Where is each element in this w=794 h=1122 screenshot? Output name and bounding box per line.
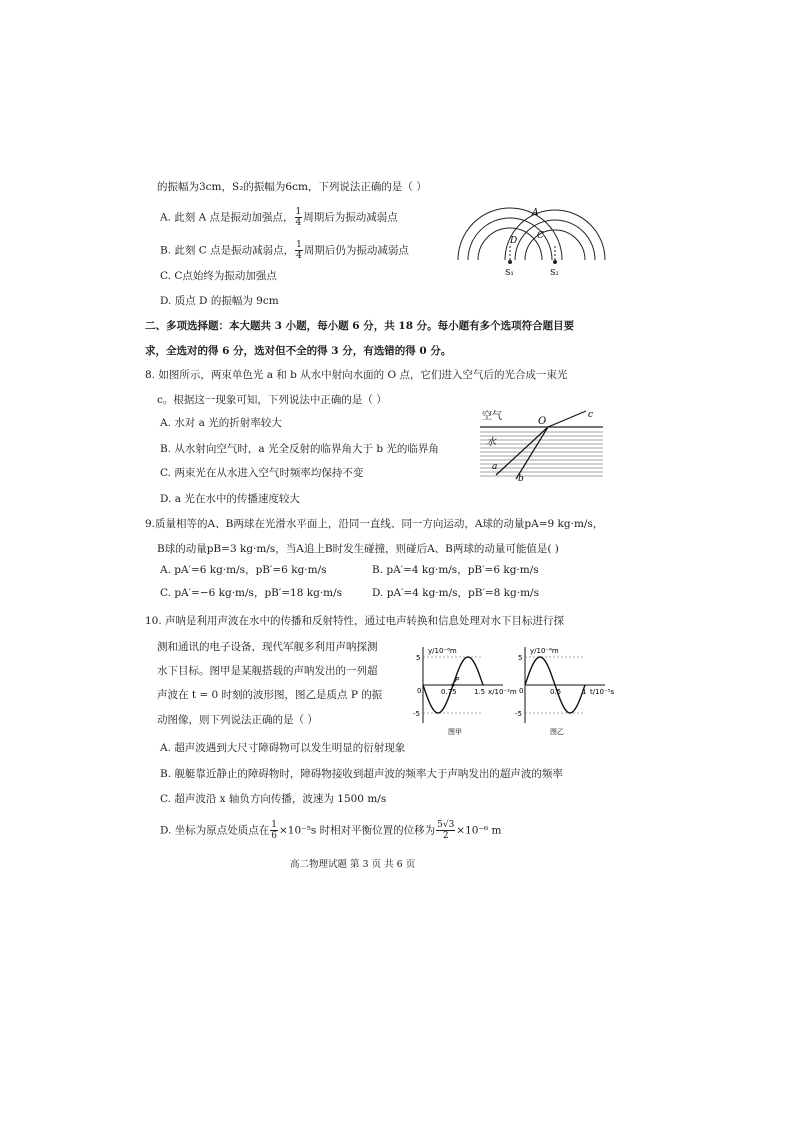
origin-label: 0: [519, 687, 524, 695]
x-tick-2: 1.5: [474, 688, 486, 696]
source-s1-label: S₁: [505, 268, 514, 277]
figure-caption: 图甲: [448, 728, 462, 736]
q10-stem-line1: 10. 声呐是利用声波在水中的传播和反射特性，通过电声转换和信息处理对水下目标进行探: [145, 615, 565, 627]
q9-option-b: B. pA′=4 kg·m/s，pB′=6 kg·m/s: [372, 564, 539, 576]
q9-stem-line2: B球的动量pB=3 kg·m/s，当A追上B时发生碰撞，则碰后A、B两球的动量可能值是( ): [157, 543, 559, 555]
q10-stem-line3: 水下目标。图甲是某舰搭载的声呐发出的一列超: [157, 665, 378, 677]
origin-label: 0: [417, 687, 422, 695]
q10-option-a: A. 超声波遇到大尺寸障碍物可以发生明显的衍射现象: [160, 742, 406, 754]
vibration-graph-b: [510, 645, 615, 736]
ray-c-label: c: [588, 410, 594, 420]
wave-arc-s1: [458, 208, 562, 260]
ray-a-label: a: [492, 462, 498, 472]
q7-stem: 的振幅为3cm，S₂的振幅为6cm，下列说法正确的是（ ）: [157, 181, 427, 193]
q9-option-a: A. pA′=6 kg·m/s，pB′=6 kg·m/s: [160, 564, 327, 576]
refraction-figure: [478, 405, 608, 483]
point-o-label: O: [538, 416, 547, 427]
fraction: $\frac{5√3}{2}$: [437, 820, 455, 841]
q10-option-d: D. 坐标为原点处质点在 $\frac{1}{6}$ ×10⁻⁵s 时相对平衡位置的位移为 $\frac{5√3}{2}$ ×10⁻⁶ m: [160, 820, 502, 841]
source-s2-dot: [553, 260, 557, 264]
y-tick-min: -5: [413, 710, 420, 718]
q8-stem-line2: c。根据这一现象可知，下列说法中正确的是（ ）: [157, 394, 387, 406]
q10-option-c: C. 超声波沿 x 轴负方向传播，波速为 1500 m/s: [160, 793, 387, 805]
t-tick-2: 1: [582, 688, 587, 696]
fraction: $\frac{1}{4}$: [296, 240, 302, 261]
t-tick-1: 0.5: [550, 688, 562, 696]
q8-option-d: D. a 光在水中的传播速度较大: [160, 493, 300, 505]
point-p-label: P: [455, 676, 460, 684]
q10-stem-line5: 动图像，则下列说法正确的是（ ）: [157, 714, 318, 726]
x-tick-1: 0.75: [441, 688, 457, 696]
q8-option-c: C. 两束光在从水进入空气时频率均保持不变: [160, 467, 364, 479]
q8-stem-line1: 8. 如图所示，两束单色光 a 和 b 从水中射向水面的 O 点，它们进入空气后的光合成一束光: [145, 369, 568, 381]
q7-option-a: A. 此刻 A 点是振动加强点， $\frac{1}{4}$ 周期后为振动减弱点: [160, 207, 398, 228]
y-axis-label: y/10⁻⁶m: [428, 647, 457, 655]
q7-option-b: B. 此刻 C 点是振动减弱点， $\frac{1}{4}$ 周期后仍为振动减弱点: [160, 240, 409, 261]
q10-option-b: B. 舰艇靠近静止的障碍物时，障碍物接收到超声波的频率大于声呐发出的超声波的频率: [160, 768, 563, 780]
section-heading: 二、多项选择题：本大题共 3 小题，每小题 6 分，共 18 分。每小题有多个选项符合题目要: [145, 320, 575, 332]
section-instructions: 求，全选对的得 6 分，选对但不全的得 3 分，有选错的得 0 分。: [145, 345, 452, 357]
q7-option-d: D. 质点 D 的振幅为 9cm: [160, 295, 279, 307]
figure-caption: 图乙: [550, 728, 564, 736]
q8-option-a: A. 水对 a 光的折射率较大: [160, 417, 282, 429]
x-axis-label: x/10⁻²m: [488, 688, 517, 696]
page-footer: 高二物理试题 第 3 页 共 6 页: [290, 859, 416, 870]
point-c-label: C: [537, 231, 544, 241]
q10-stem-line4: 声波在 t = 0 时刻的波形图，图乙是质点 P 的振: [157, 689, 383, 701]
q10-stem-line2: 测和通讯的电子设备，现代军舰多利用声呐探测: [157, 641, 378, 653]
q9-option-d: D. pA′=4 kg·m/s，pB′=8 kg·m/s: [372, 587, 539, 599]
source-s2-label: S₂: [550, 268, 559, 277]
ray-b-label: b: [518, 474, 524, 484]
y-axis-label: y/10⁻⁶m: [530, 647, 559, 655]
interference-figure: [460, 205, 610, 285]
fraction: $\frac{1}{4}$: [295, 207, 302, 228]
q9-option-c: C. pA′=−6 kg·m/s，pB′=18 kg·m/s: [160, 587, 343, 599]
ray-c: [548, 411, 586, 427]
q7-option-c: C. C点始终为振动加强点: [160, 270, 277, 282]
q8-option-b: B. 从水射向空气时，a 光全反射的临界角大于 b 光的临界角: [160, 443, 439, 455]
point-a-label: A: [532, 208, 539, 218]
q9-stem-line1: 9.质量相等的A、B两球在光滑水平面上，沿同一直线、同一方向运动，A球的动量pA=9 kg·m/s，: [145, 518, 604, 530]
y-tick-max: 5: [518, 654, 523, 662]
water-label: 水: [486, 437, 496, 448]
wave-graph-a: [408, 645, 517, 736]
source-s1-dot: [508, 260, 512, 264]
wave-arc-s2: [505, 210, 605, 260]
fraction: $\frac{1}{6}$: [271, 820, 277, 841]
y-tick-min: -5: [515, 710, 522, 718]
t-axis-label: t/10⁻⁵s: [590, 688, 615, 696]
ray-b: [516, 427, 548, 479]
air-label: 空气: [482, 411, 502, 422]
point-d-label: D: [510, 236, 518, 246]
y-tick-max: 5: [416, 654, 421, 662]
